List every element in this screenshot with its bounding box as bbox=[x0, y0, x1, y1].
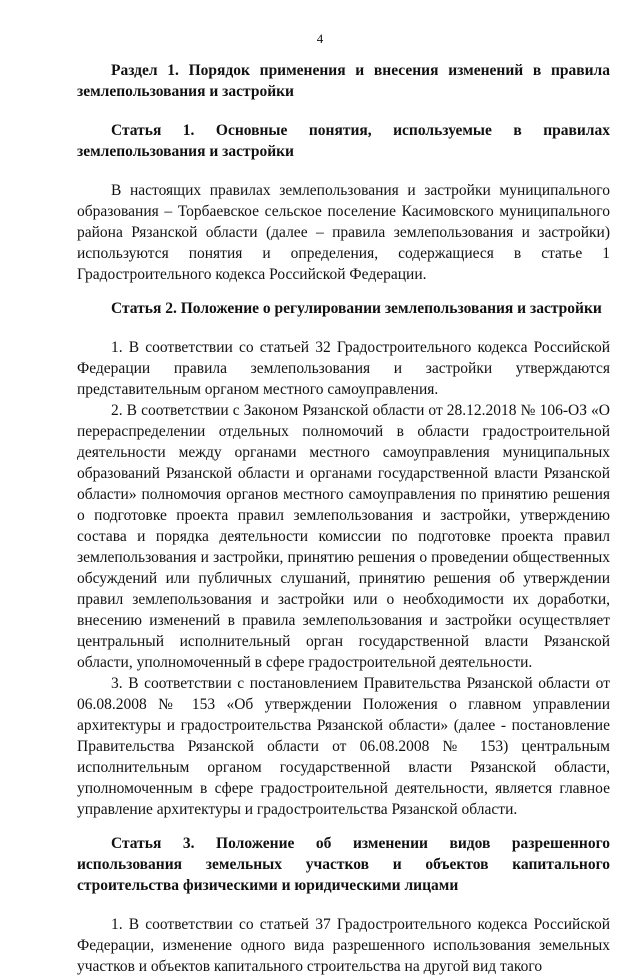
article-3-heading: Статья 3. Положение об изменении видов разрешенного использования земельных участков и объектов капитального строительства физическими и юридическими лицами bbox=[77, 835, 610, 894]
article-2-heading: Статья 2. Положение о регулировании землепользования и застройки bbox=[111, 300, 602, 317]
page-number: 4 bbox=[316, 31, 324, 46]
section-heading: Раздел 1. Порядок применения и внесения изменений в правила землепользования и застройки bbox=[77, 62, 610, 100]
document-body bbox=[77, 60, 610, 977]
article-3-paragraph-1: 1. В соответствии со статьей 37 Градостроительного кодекса Российской Федерации, изменение одного вида разрешенного использования земельных участков и объектов капитального строительства на другой вид такого bbox=[77, 916, 610, 975]
article-1-heading: Статья 1. Основные понятия, используемые в правилах землепользования и застройки bbox=[77, 122, 610, 160]
article-2-paragraph-3: 3. В соответствии с постановлением Правительства Рязанской области от 06.08.2008 № 153 «Об утверждении Положения о главном управлении архитектуры и градостроительства Рязанской области» (далее - постановление Правительства Рязанской области от 06.08.2008 № 153) центральным исполнительным органом государственной власти Рязанской области, уполномоченным в сфере градостроительной деятельности, является главное управление архитектуры и градостроительства Рязанской области. bbox=[77, 675, 610, 818]
article-2-paragraph-1: 1. В соответствии со статьей 32 Градостроительного кодекса Российской Федерации правила землепользования и застройки утверждаются представительным органом местного самоуправления. bbox=[77, 339, 610, 398]
article-2-paragraph-2: 2. В соответствии с Законом Рязанской области от 28.12.2018 № 106-ОЗ «О перераспределении отдельных полномочий в области градостроительной деятельности между органами местного самоуправления муниципальных образований Рязанской области и органами государственной власти Рязанской области» полномочия органов местного самоуправления по принятию решения о подготовке проекта правил землепользования и застройки, утверждению состава и порядка деятельности комиссии по подготовке проекта правил землепользования и застройки, принятию решения о проведении общественных обсуждений или публичных слушаний, принятию решения об утверждении правил землепользования и застройки или о необходимости их доработки, внесению изменений в правила землепользования и застройки осуществляет центральный исполнительный орган государственной власти Рязанской области, уполномоченный в сфере градостроительной деятельности. bbox=[77, 402, 610, 671]
article-1-paragraph: В настоящих правилах землепользования и застройки муниципального образования – Торбаевское сельское поселение Касимовского муниципального района Рязанской области (далее – правила землепользования и застройки) используются понятия и определения, содержащиеся в статье 1 Градостроительного кодекса Российской Федерации. bbox=[77, 182, 610, 283]
